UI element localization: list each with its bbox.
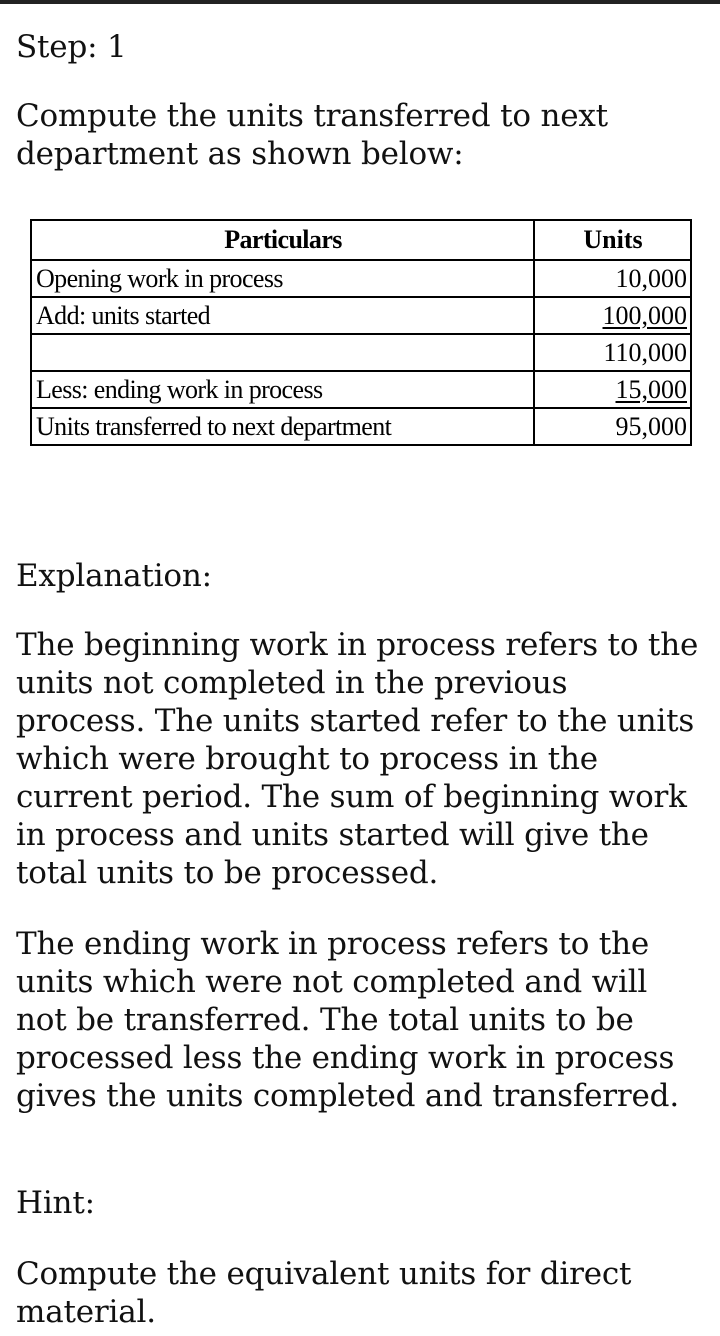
row-particular: Less: ending work in process — [31, 371, 534, 408]
hint-heading: Hint: — [16, 1185, 95, 1221]
row-units: 95,000 — [534, 408, 691, 445]
row-units: 100,000 — [602, 300, 687, 330]
header-units: Units — [534, 220, 691, 260]
table-row — [31, 334, 691, 371]
row-particular: Add: units started — [31, 297, 534, 334]
row-particular: Opening work in process — [31, 260, 534, 297]
row-units: 110,000 — [534, 334, 691, 371]
table-row — [31, 297, 691, 334]
step-label: Step: 1 — [16, 29, 127, 65]
top-border — [0, 0, 720, 4]
units-transferred-table — [30, 219, 692, 446]
intro-text: Compute the units transferred to next department as shown below: — [16, 98, 608, 172]
table-row — [31, 260, 691, 297]
explanation-heading: Explanation: — [16, 558, 212, 594]
row-particular — [31, 334, 534, 371]
table-row — [31, 408, 691, 445]
header-particulars: Particulars — [31, 220, 534, 260]
row-units: 10,000 — [534, 260, 691, 297]
units-table-container — [30, 219, 692, 446]
explanation-paragraph: The beginning work in process refers to the units not completed in the previous process. The units started refer to the units which were brought to process in the current period. The sum of beginning work in process and units started will give the total units to be processed. — [16, 627, 699, 891]
explanation-paragraph: The ending work in process refers to the units which were not completed and will not be transferred. The total units to be processed less the ending work in process gives the units completed and transferred. — [16, 926, 679, 1114]
hint-text: Compute the equivalent units for direct material. — [16, 1256, 632, 1330]
row-units: 15,000 — [615, 374, 687, 404]
row-particular: Units transferred to next department — [31, 408, 534, 445]
row-units-cell — [534, 371, 691, 408]
table-header-row — [31, 220, 691, 260]
table-row — [31, 371, 691, 408]
row-units-cell — [534, 297, 691, 334]
